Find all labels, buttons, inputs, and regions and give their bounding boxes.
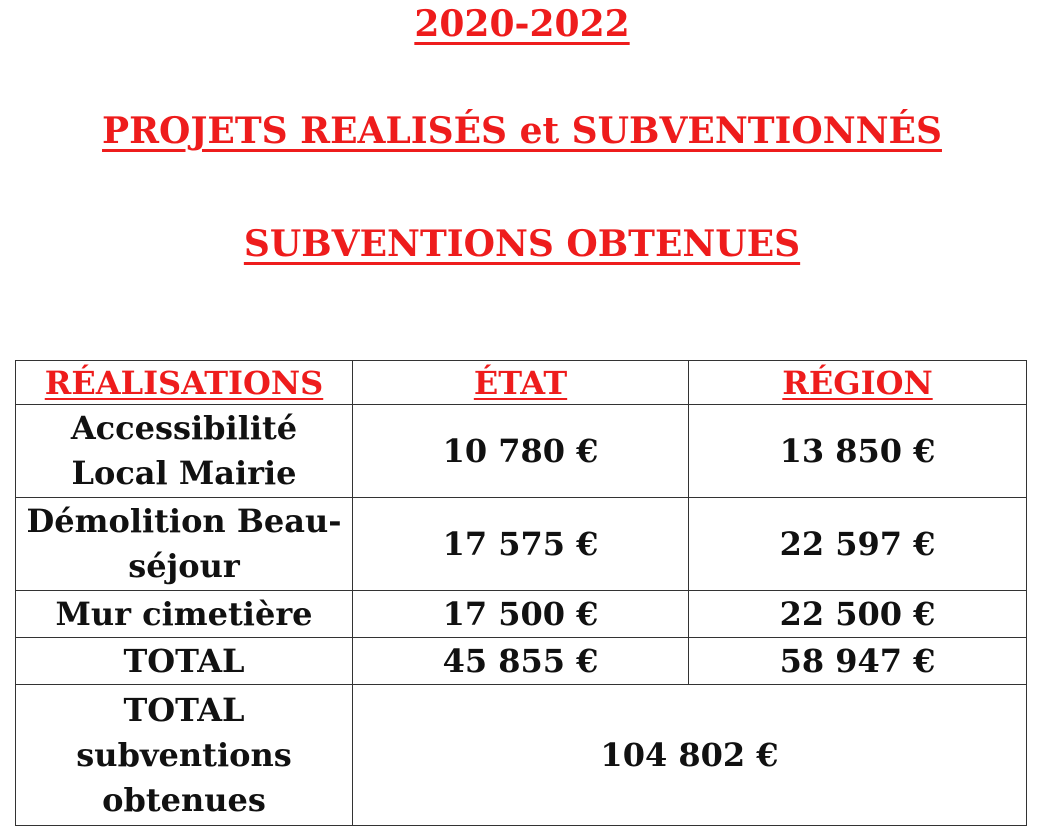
grand-total-label: TOTAL subventions obtenues	[16, 685, 353, 826]
table-header-row	[16, 361, 1027, 405]
row-region-value: 22 500 €	[689, 591, 1027, 638]
row-etat-value: 17 575 €	[353, 498, 689, 591]
total-region-value: 58 947 €	[689, 638, 1027, 685]
row-label: Démolition Beau-séjour	[16, 498, 353, 591]
header-etat: ÉTAT	[353, 361, 689, 405]
row-etat-value: 10 780 €	[353, 405, 689, 498]
title-projects: PROJETS REALISÉS et SUBVENTIONNÉS	[102, 110, 942, 152]
table-row	[16, 498, 1027, 591]
header-region: RÉGION	[689, 361, 1027, 405]
table-row	[16, 405, 1027, 498]
total-row	[16, 638, 1027, 685]
grand-total-value: 104 802 €	[353, 685, 1027, 826]
row-etat-value: 17 500 €	[353, 591, 689, 638]
row-label: Accessibilité Local Mairie	[16, 405, 353, 498]
row-label: Mur cimetière	[16, 591, 353, 638]
total-etat-value: 45 855 €	[353, 638, 689, 685]
table-row	[16, 591, 1027, 638]
header-realisations: RÉALISATIONS	[16, 361, 353, 405]
title-subsidies: SUBVENTIONS OBTENUES	[243, 223, 801, 265]
row-region-value: 13 850 €	[689, 405, 1027, 498]
title-years: 2020-2022	[414, 3, 630, 45]
row-region-value: 22 597 €	[689, 498, 1027, 591]
grand-total-row	[16, 685, 1027, 826]
total-label: TOTAL	[16, 638, 353, 685]
subsidies-table	[15, 360, 1027, 826]
